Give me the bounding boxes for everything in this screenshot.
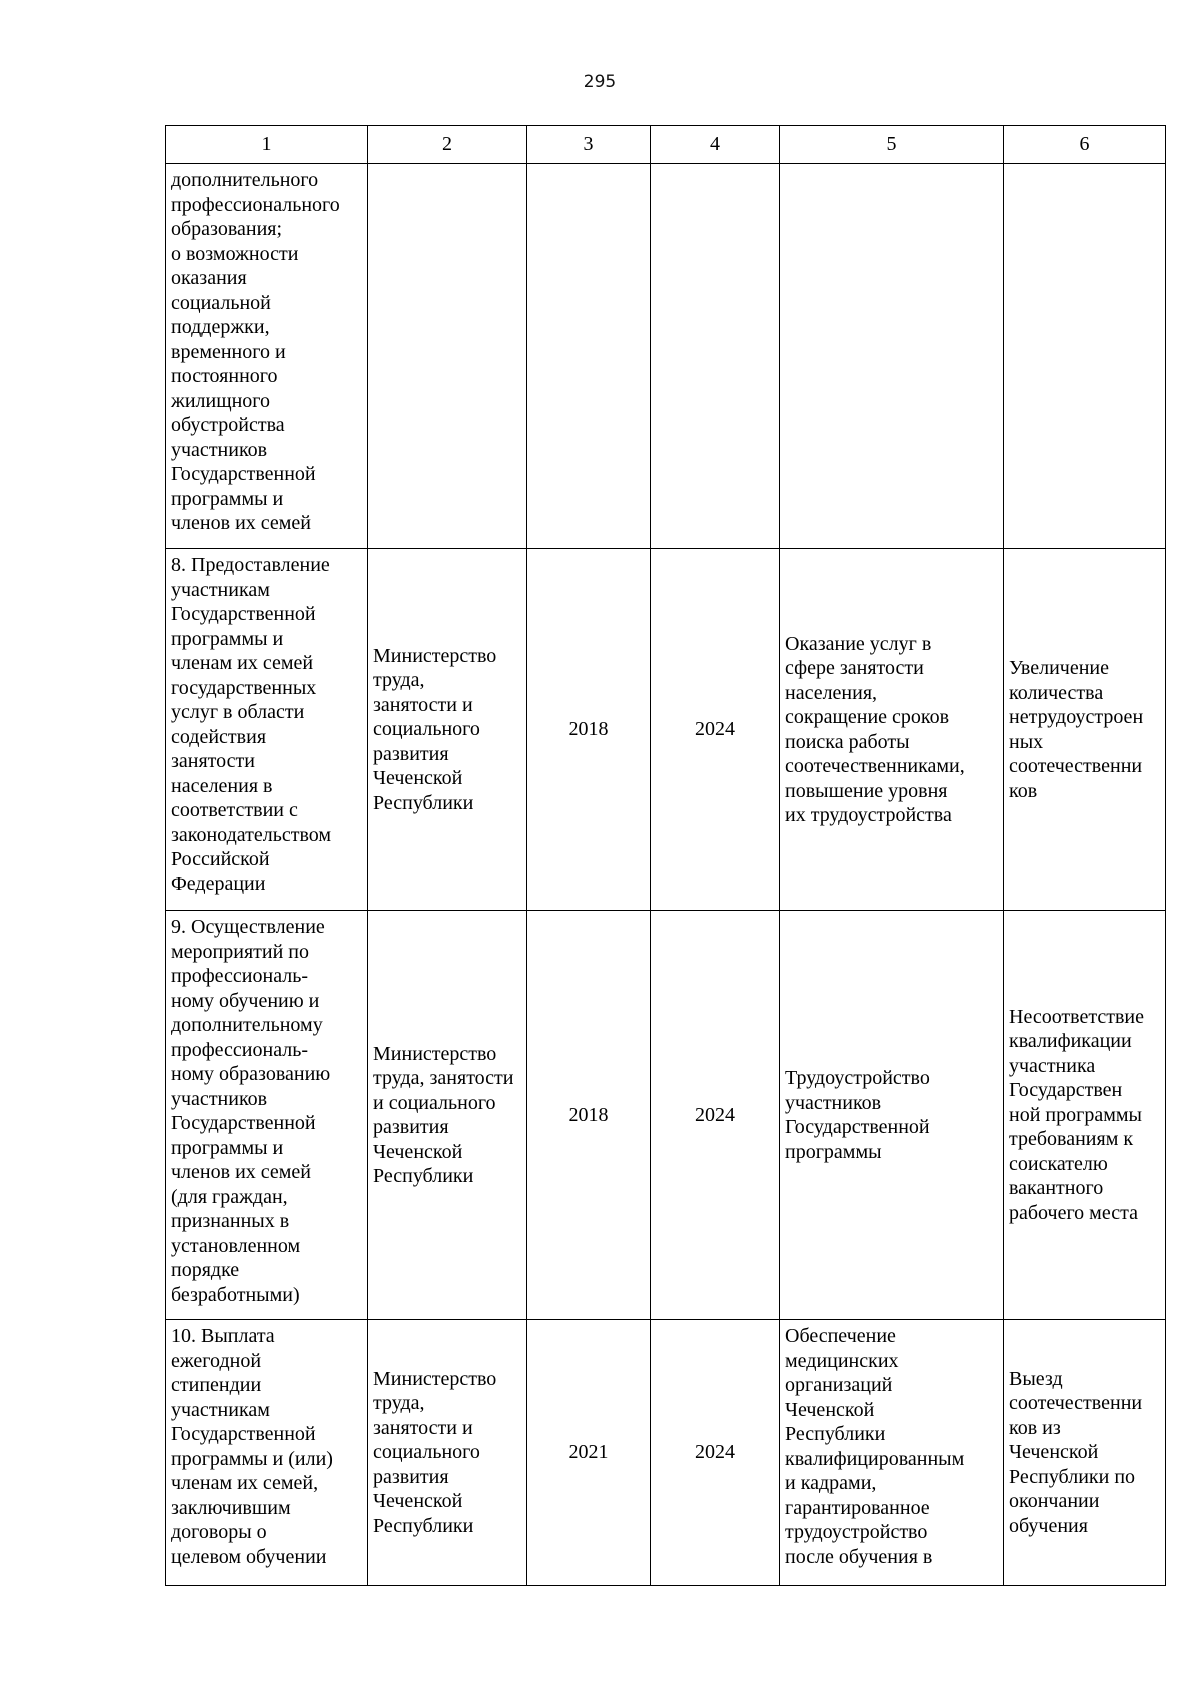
column-header: 4 — [651, 126, 780, 164]
table-row — [166, 1320, 1166, 1586]
risk-cell: Увеличение количества нетрудоустроен ных соотечественни ков — [1004, 549, 1166, 911]
column-header: 6 — [1004, 126, 1166, 164]
start-year-cell: 2018 — [527, 911, 651, 1320]
result-cell: Трудоустройство участников Государственной программы — [780, 911, 1004, 1320]
risk-cell: Выезд соотечественни ков из Чеченской Республики по окончании обучения — [1004, 1320, 1166, 1586]
table-row — [166, 164, 1166, 549]
executor-cell: Министерство труда, занятости и социального развития Чеченской Республики — [368, 1320, 527, 1586]
table-row — [166, 911, 1166, 1320]
executor-cell — [368, 164, 527, 549]
start-year-cell — [527, 164, 651, 549]
activity-cell: 10. Выплата ежегодной стипендии участникам Государственной программы и (или) членам их семей, заключившим договоры о целевом обучении — [166, 1320, 368, 1586]
end-year-cell — [651, 164, 780, 549]
column-header: 3 — [527, 126, 651, 164]
result-cell: Оказание услуг в сфере занятости населения, сокращение сроков поиска работы соотечественниками, повышение уровня их трудоустройства — [780, 549, 1004, 911]
risk-cell: Несоответствие квалификации участника Государствен ной программы требованиям к соискателю вакантного рабочего места — [1004, 911, 1166, 1320]
end-year-cell: 2024 — [651, 549, 780, 911]
activities-table — [165, 125, 1166, 1586]
result-cell: Обеспечение медицинских организаций Чеченской Республики квалифицированным и кадрами, гарантированное трудоустройство после обучения в — [780, 1320, 1004, 1586]
activity-cell: 8. Предоставление участникам Государственной программы и членам их семей государственных услуг в области содействия занятости населения в соответствии с законодательством Российской Федерации — [166, 549, 368, 911]
column-header: 1 — [166, 126, 368, 164]
column-header: 5 — [780, 126, 1004, 164]
executor-cell: Министерство труда, занятости и социального развития Чеченской Республики — [368, 911, 527, 1320]
page-number: 295 — [583, 72, 617, 92]
risk-cell — [1004, 164, 1166, 549]
table-header-row — [166, 126, 1166, 164]
executor-cell: Министерство труда, занятости и социального развития Чеченской Республики — [368, 549, 527, 911]
start-year-cell: 2018 — [527, 549, 651, 911]
start-year-cell: 2021 — [527, 1320, 651, 1586]
end-year-cell: 2024 — [651, 1320, 780, 1586]
activity-cell: 9. Осуществление мероприятий по профессиональ- ному обучению и дополнительному профессиональ- ному образованию участников Государственной программы и членов их семей (для граждан, признанных в установленном порядке безработными) — [166, 911, 368, 1320]
result-cell — [780, 164, 1004, 549]
activity-cell: дополнительного профессионального образования; о возможности оказания социальной поддержки, временного и постоянного жилищного обустройства участников Государственной программы и членов их семей — [166, 164, 368, 549]
end-year-cell: 2024 — [651, 911, 780, 1320]
column-header: 2 — [368, 126, 527, 164]
table-row — [166, 549, 1166, 911]
